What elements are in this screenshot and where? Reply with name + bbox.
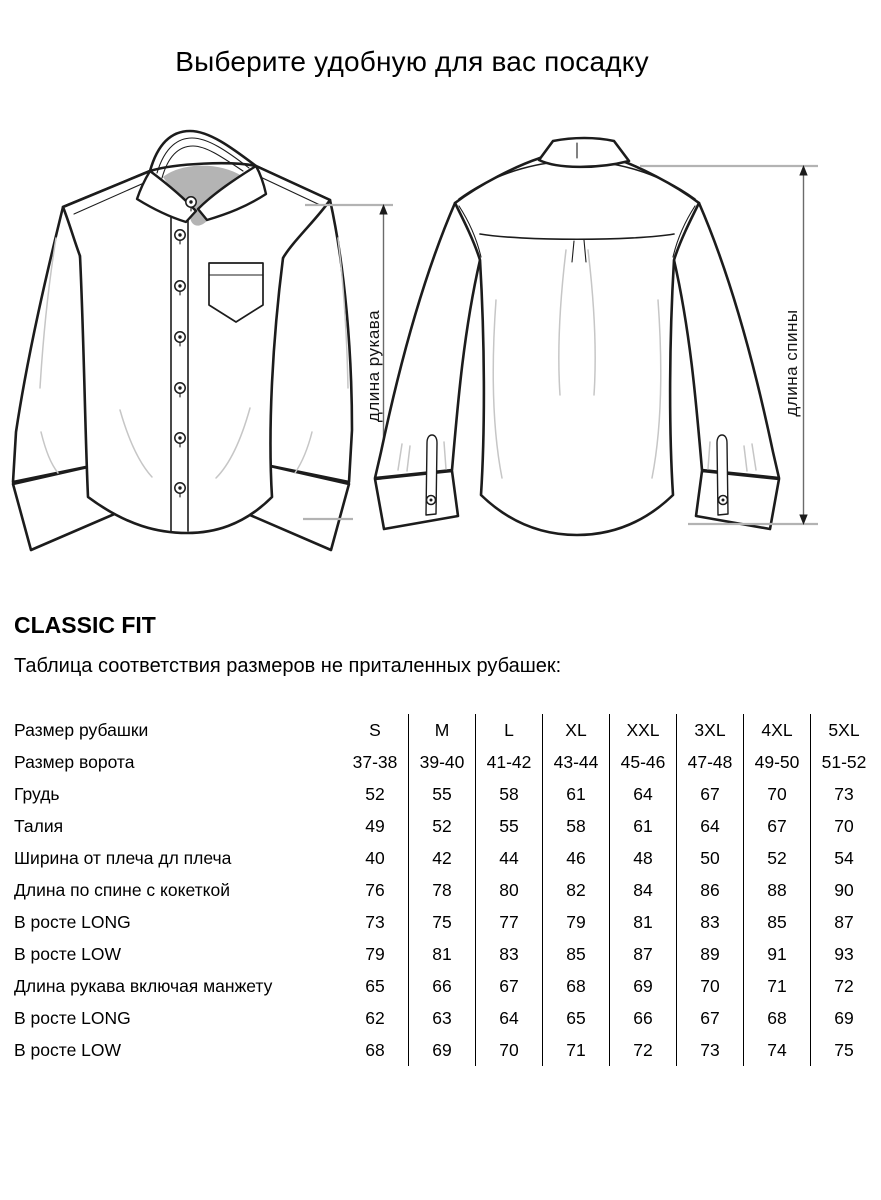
- size-cell: 43-44: [543, 746, 610, 778]
- size-cell: 86: [677, 874, 744, 906]
- size-cell: 81: [610, 906, 677, 938]
- size-cell: 85: [543, 938, 610, 970]
- table-row: [14, 874, 877, 906]
- size-cell: 61: [543, 778, 610, 810]
- size-cell: 67: [677, 778, 744, 810]
- row-label: Длина по спине с кокеткой: [14, 879, 231, 900]
- page-title: Выберите удобную для вас посадку: [175, 46, 649, 77]
- size-cell: 63: [409, 1002, 476, 1034]
- row-label: Грудь: [14, 783, 60, 804]
- size-cell: 58: [476, 778, 543, 810]
- size-cell: 49: [365, 815, 385, 836]
- row-label: Талия: [14, 815, 64, 836]
- table-row: [14, 842, 877, 874]
- size-cell: 88: [744, 874, 811, 906]
- size-cell: 50: [677, 842, 744, 874]
- front-shirt-drawing: [13, 131, 352, 550]
- size-cell: 84: [610, 874, 677, 906]
- table-row: [14, 746, 877, 778]
- size-cell: 70: [677, 970, 744, 1002]
- size-cell: 67: [677, 1002, 744, 1034]
- size-cell: 70: [811, 810, 878, 842]
- size-table: [14, 714, 877, 1066]
- table-row: [14, 1034, 877, 1066]
- size-cell: 73: [365, 911, 385, 932]
- size-cell: 66: [610, 1002, 677, 1034]
- size-cell: 69: [610, 970, 677, 1002]
- size-cell: 73: [811, 778, 878, 810]
- size-cell: 51-52: [811, 746, 878, 778]
- size-cell: L: [476, 714, 543, 746]
- size-cell: 40: [365, 847, 385, 868]
- table-row: [14, 970, 877, 1002]
- size-cell: 70: [744, 778, 811, 810]
- size-cell: 80: [476, 874, 543, 906]
- size-cell: 61: [610, 810, 677, 842]
- size-cell: XXL: [610, 714, 677, 746]
- size-cell: 64: [476, 1002, 543, 1034]
- size-cell: 72: [811, 970, 878, 1002]
- row-label: Размер рубашки: [14, 719, 149, 740]
- size-cell: 70: [476, 1034, 543, 1066]
- size-cell: 52: [365, 783, 385, 804]
- row-label: Размер ворота: [14, 751, 135, 772]
- size-cell: 93: [811, 938, 878, 970]
- size-cell: 64: [610, 778, 677, 810]
- section-heading: CLASSIC FIT: [14, 612, 156, 638]
- size-cell: 89: [677, 938, 744, 970]
- back-right-cuff: [696, 471, 779, 529]
- size-cell: 42: [409, 842, 476, 874]
- sleeve-length-label: длина рукава: [364, 309, 383, 423]
- size-cell: 39-40: [409, 746, 476, 778]
- size-cell: 74: [744, 1034, 811, 1066]
- size-cell: 81: [409, 938, 476, 970]
- size-cell: 3XL: [677, 714, 744, 746]
- row-label: Ширина от плеча дл плеча: [14, 847, 232, 868]
- size-cell: 66: [409, 970, 476, 1002]
- size-cell: 71: [744, 970, 811, 1002]
- table-row: [14, 778, 877, 810]
- size-cell: 52: [409, 810, 476, 842]
- table-row: [14, 938, 877, 970]
- size-cell: 69: [811, 1002, 878, 1034]
- section-subtitle: Таблица соответствия размеров не приталенных рубашек:: [14, 655, 562, 677]
- back-left-cuff: [375, 471, 458, 529]
- size-cell: 55: [409, 778, 476, 810]
- size-cell: 75: [409, 906, 476, 938]
- size-cell: S: [369, 719, 381, 740]
- size-cell: 68: [543, 970, 610, 1002]
- size-cell: 44: [476, 842, 543, 874]
- size-cell: 67: [476, 970, 543, 1002]
- size-cell: 79: [365, 943, 385, 964]
- size-cell: XL: [543, 714, 610, 746]
- size-cell: 75: [811, 1034, 878, 1066]
- size-cell: 91: [744, 938, 811, 970]
- size-cell: 45-46: [610, 746, 677, 778]
- row-label: В росте LONG: [14, 911, 131, 932]
- size-cell: 79: [543, 906, 610, 938]
- size-cell: 58: [543, 810, 610, 842]
- size-cell: 76: [365, 879, 385, 900]
- size-cell: M: [409, 714, 476, 746]
- size-cell: 64: [677, 810, 744, 842]
- size-cell: 78: [409, 874, 476, 906]
- size-cell: 54: [811, 842, 878, 874]
- size-cell: 37-38: [352, 751, 398, 772]
- size-cell: 46: [543, 842, 610, 874]
- size-cell: 68: [744, 1002, 811, 1034]
- size-cell: 52: [744, 842, 811, 874]
- size-cell: 69: [409, 1034, 476, 1066]
- size-cell: 62: [365, 1007, 385, 1028]
- row-label: Длина рукава включая манжету: [14, 975, 273, 996]
- table-row: [14, 906, 877, 938]
- size-cell: 48: [610, 842, 677, 874]
- size-cell: 73: [677, 1034, 744, 1066]
- size-cell: 65: [365, 975, 385, 996]
- table-row: [14, 714, 877, 746]
- size-cell: 87: [610, 938, 677, 970]
- size-cell: 71: [543, 1034, 610, 1066]
- table-row: [14, 1002, 877, 1034]
- size-cell: 65: [543, 1002, 610, 1034]
- size-cell: 83: [677, 906, 744, 938]
- back-collar: [539, 138, 629, 167]
- size-cell: 49-50: [744, 746, 811, 778]
- row-label: В росте LOW: [14, 1039, 122, 1060]
- size-cell: 85: [744, 906, 811, 938]
- size-cell: 5XL: [811, 714, 878, 746]
- table-row: [14, 810, 877, 842]
- size-cell: 87: [811, 906, 878, 938]
- size-cell: 4XL: [744, 714, 811, 746]
- back-shirt-drawing: [375, 138, 779, 535]
- size-cell: 77: [476, 906, 543, 938]
- size-cell: 68: [365, 1039, 385, 1060]
- row-label: В росте LONG: [14, 1007, 131, 1028]
- size-cell: 72: [610, 1034, 677, 1066]
- row-label: В росте LOW: [14, 943, 122, 964]
- back-length-label: длина спины: [782, 309, 801, 417]
- size-cell: 55: [476, 810, 543, 842]
- size-cell: 41-42: [476, 746, 543, 778]
- size-cell: 83: [476, 938, 543, 970]
- size-cell: 82: [543, 874, 610, 906]
- back-body: [455, 154, 699, 536]
- size-cell: 47-48: [677, 746, 744, 778]
- size-cell: 67: [744, 810, 811, 842]
- size-cell: 90: [811, 874, 878, 906]
